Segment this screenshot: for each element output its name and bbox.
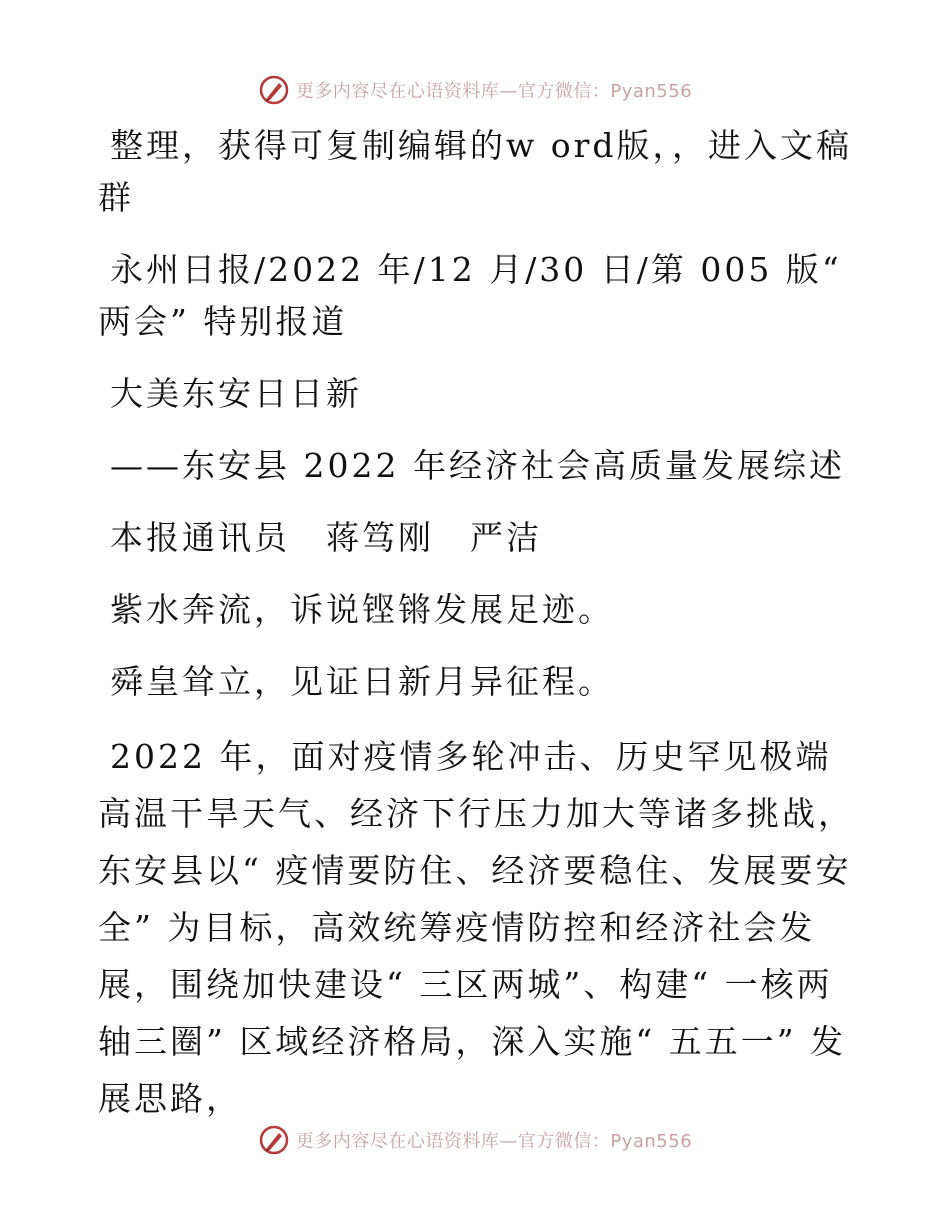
article-subtitle: ——东安县 2022 年经济社会高质量发展综述 [110,446,845,485]
article-title: 大美东安日日新 [110,374,362,413]
document-body [98,120,858,1127]
byline: 本报通讯员 蒋笃刚 严洁 [110,518,542,557]
footer-watermark [0,1120,950,1160]
intro-paragraph: 整理，获得可复制编辑的w ord版，，进入文稿群 [98,126,853,217]
header-watermark [0,70,950,110]
watermark-text: 更多内容尽在心语资料库—官方微信：Pyan556 [295,1131,693,1152]
watermark-text: 更多内容尽在心语资料库—官方微信：Pyan556 [295,81,693,102]
pen-logo-icon [258,1124,290,1156]
lead-line-1: 紫水奔流，诉说铿锵发展足迹。 [110,590,614,629]
source-line: 永州日报/2022 年/12 月/30 日/第 005 版“ 两会” 特别报道 [98,250,842,341]
lead-line-2: 舜皇耸立，见证日新月异征程。 [110,662,614,701]
pen-logo-icon [258,74,290,106]
body-paragraph: 2022 年，面对疫情多轮冲击、历史罕见极端高温干旱天气、经济下行压力加大等诸多挑战，东安县以“ 疫情要防住、经济要稳住、发展要安全” 为目标，高效统筹疫情防控和经济社会发展，围绕加快建设“ 三区两城”、构建“ 一核两轴三圈” 区域经济格局，深入实施“ 五五一” 发展思路， [98,737,854,1118]
